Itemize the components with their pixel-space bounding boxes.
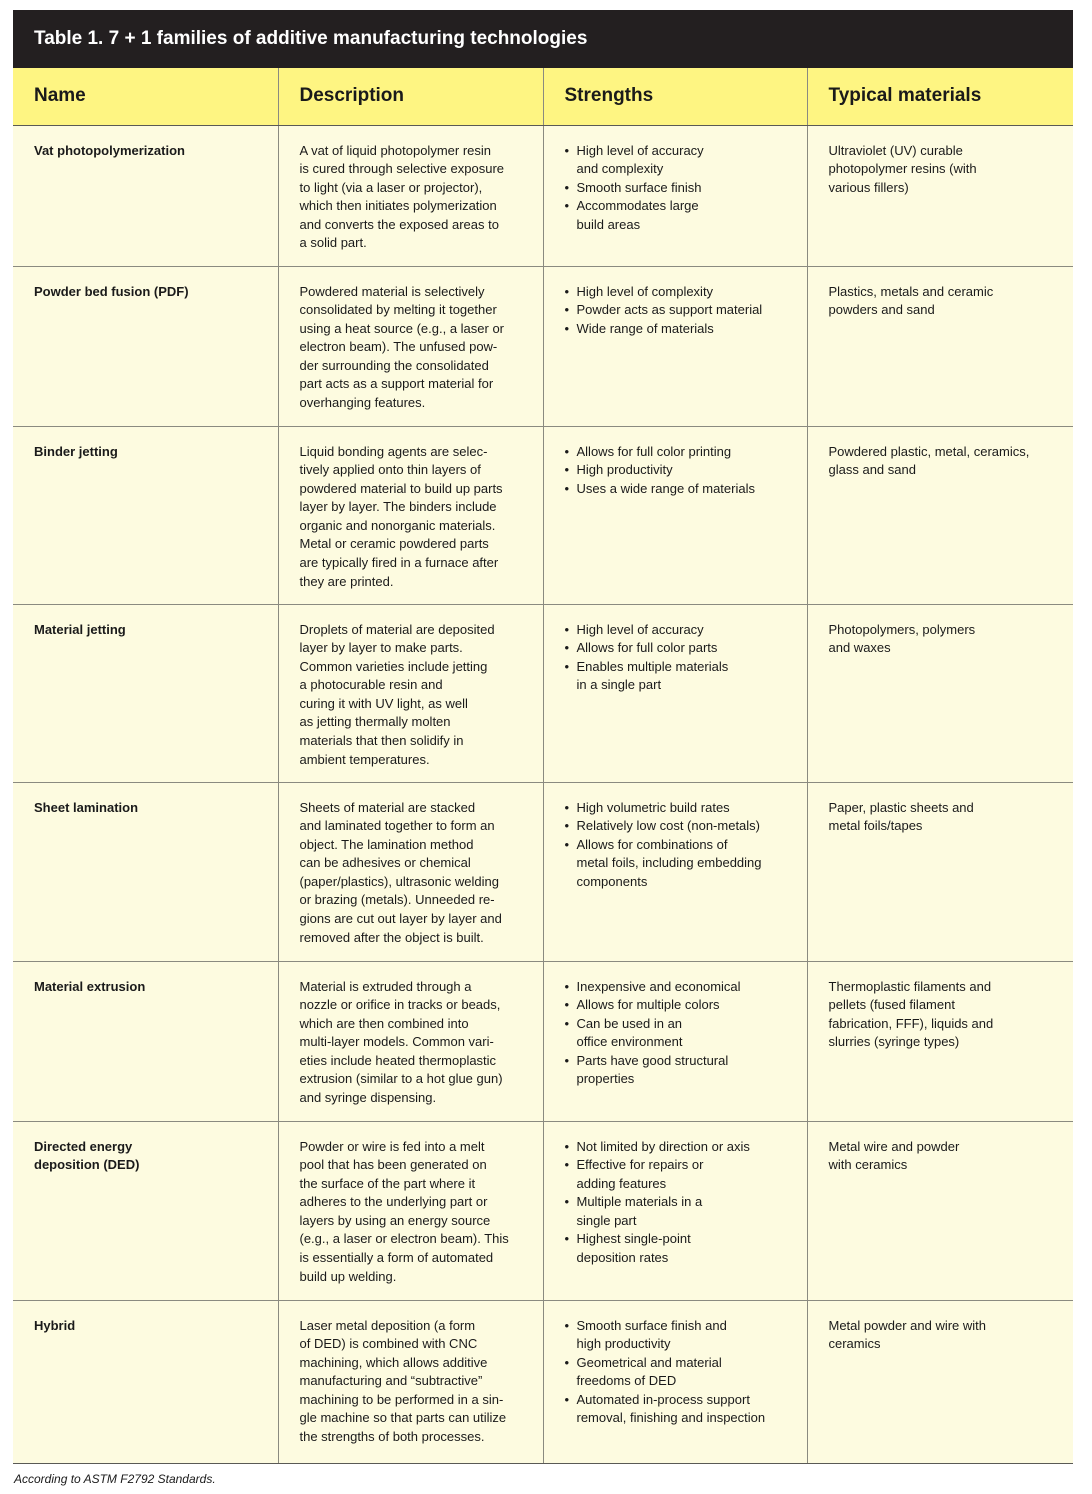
table-row: [13, 125, 1073, 266]
description-line: Powder or wire is fed into a melt: [299, 1138, 485, 1154]
materials-line: Photopolymers, polymers: [828, 621, 976, 637]
cell-description: [278, 961, 543, 1121]
strength-line: • Geometrical and material: [576, 1354, 722, 1370]
name-line: Directed energy: [34, 1138, 133, 1154]
strength-item: [577, 283, 797, 302]
description-line: which are then combined into: [299, 1015, 469, 1031]
strength-item: [577, 1317, 797, 1354]
strength-item: [577, 301, 797, 320]
strengths-list: [565, 978, 797, 1090]
cell-description: [278, 604, 543, 782]
name-line: Powder bed fusion (PDF): [34, 283, 189, 299]
description-line: is essentially a form of automated: [299, 1250, 494, 1266]
cell-description: [278, 426, 543, 604]
description-line: machining to be performed in a sin-: [299, 1391, 504, 1407]
description-line: using a heat source (e.g., a laser or: [299, 320, 505, 336]
cell-strengths: [543, 961, 807, 1121]
description-line: Common varieties include jetting: [299, 658, 488, 674]
materials-line: Metal powder and wire with: [828, 1317, 987, 1333]
strength-line: • Smooth surface finish: [576, 179, 702, 195]
description-line: overhanging features.: [299, 395, 426, 411]
cell-typical-materials: [807, 426, 1073, 604]
strength-line: • Effective for repairs or: [576, 1157, 704, 1173]
strength-line: • Allows for multiple colors: [576, 997, 720, 1013]
table-row: [13, 1121, 1073, 1300]
name-line: Vat photopolymerization: [34, 142, 185, 158]
cell-name: [13, 266, 278, 426]
cell-typical-materials: [807, 266, 1073, 426]
strength-line: • High level of complexity: [576, 283, 714, 299]
strength-item: [577, 996, 797, 1015]
description-line: A vat of liquid photopolymer resin: [299, 142, 491, 158]
strength-item: [577, 461, 797, 480]
strength-line: • Wide range of materials: [576, 320, 714, 336]
name-line: Sheet lamination: [34, 799, 139, 815]
name-line: Binder jetting: [34, 443, 118, 459]
strength-item: [577, 799, 797, 818]
strength-line: • Relatively low cost (non-metals): [576, 818, 761, 834]
description-line: Laser metal deposition (a form: [299, 1317, 476, 1333]
materials-line: fabrication, FFF), liquids and: [828, 1015, 994, 1031]
header-row: [13, 68, 1073, 125]
cell-typical-materials: [807, 125, 1073, 266]
cell-name: [13, 125, 278, 266]
description-line: Sheets of material are stacked: [299, 799, 476, 815]
strength-line: in a single part: [576, 677, 662, 693]
strength-line: • Allows for combinations of: [576, 836, 728, 852]
strength-line: • Uses a wide range of materials: [576, 480, 755, 496]
header-strengths: Strengths: [543, 68, 807, 125]
description-line: is cured through selective exposure: [299, 161, 505, 177]
materials-line: metal foils/tapes: [828, 818, 923, 834]
cell-strengths: [543, 604, 807, 782]
cell-name: [13, 604, 278, 782]
materials-line: Metal wire and powder: [828, 1138, 960, 1154]
cell-name: [13, 1121, 278, 1300]
strength-item: [577, 836, 797, 892]
table-row: [13, 266, 1073, 426]
strength-item: [577, 320, 797, 339]
materials-line: powders and sand: [828, 302, 935, 318]
strength-item: [577, 978, 797, 997]
materials-line: with ceramics: [828, 1157, 908, 1173]
materials-line: photopolymer resins (with: [828, 161, 977, 177]
description-line: ambient temperatures.: [299, 751, 430, 767]
strength-item: [577, 1230, 797, 1267]
strength-item: [577, 1354, 797, 1391]
strength-item: [577, 197, 797, 234]
strength-line: • Inexpensive and economical: [576, 978, 741, 994]
description-line: layer by layer. The binders include: [299, 499, 497, 515]
description-line: gions are cut out layer by layer and: [299, 911, 502, 927]
description-line: pool that has been generated on: [299, 1157, 487, 1173]
strength-line: • Not limited by direction or axis: [576, 1138, 750, 1154]
table-sheet: [13, 10, 1073, 1486]
strength-line: build areas: [576, 216, 641, 232]
strength-item: [577, 1193, 797, 1230]
description-line: Material is extruded through a: [299, 978, 472, 994]
cell-strengths: [543, 782, 807, 961]
strength-line: office environment: [576, 1034, 683, 1050]
description-line: object. The lamination method: [299, 836, 474, 852]
materials-line: slurries (syringe types): [828, 1034, 960, 1050]
strength-line: metal foils, including embedding: [576, 855, 762, 871]
strength-item: [577, 1138, 797, 1157]
description-line: as jetting thermally molten: [299, 714, 451, 730]
description-line: and syringe dispensing.: [299, 1090, 437, 1106]
strength-item: [577, 1391, 797, 1428]
table-row: [13, 782, 1073, 961]
materials-line: ceramics: [828, 1336, 881, 1352]
strength-line: • High level of accuracy: [576, 142, 704, 158]
strength-line: • High volumetric build rates: [576, 799, 730, 815]
name-line: Material jetting: [34, 621, 126, 637]
cell-typical-materials: [807, 961, 1073, 1121]
strengths-list: [565, 283, 797, 339]
description-line: tively applied onto thin layers of: [299, 462, 481, 478]
description-line: Powdered material is selectively: [299, 283, 485, 299]
description-line: removed after the object is built.: [299, 929, 484, 945]
description-line: a solid part.: [299, 235, 367, 251]
strength-line: • Allows for full color printing: [576, 443, 732, 459]
description-line: the strengths of both processes.: [299, 1429, 485, 1445]
materials-line: Powdered plastic, metal, ceramics,: [828, 443, 1030, 459]
strength-line: components: [576, 873, 648, 889]
description-line: are typically fired in a furnace after: [299, 555, 499, 571]
cell-typical-materials: [807, 782, 1073, 961]
cell-typical-materials: [807, 1300, 1073, 1463]
description-line: a photocurable resin and: [299, 677, 443, 693]
footnote: According to ASTM F2792 Standards.: [14, 1471, 216, 1486]
description-line: nozzle or orifice in tracks or beads,: [299, 997, 501, 1013]
name-line: Material extrusion: [34, 978, 146, 994]
description-line: adheres to the underlying part or: [299, 1194, 488, 1210]
strengths-list: [565, 142, 797, 235]
materials-line: Plastics, metals and ceramic: [828, 283, 994, 299]
strengths-list: [565, 1317, 797, 1429]
strength-line: • Can be used in an: [576, 1015, 683, 1031]
description-line: organic and nonorganic materials.: [299, 517, 496, 533]
description-line: which then initiates polymerization: [299, 198, 497, 214]
strength-item: [577, 658, 797, 695]
cell-strengths: [543, 125, 807, 266]
description-line: manufacturing and “subtractive”: [299, 1373, 483, 1389]
strength-item: [577, 1052, 797, 1089]
description-line: can be adhesives or chemical: [299, 855, 471, 871]
cell-name: [13, 782, 278, 961]
description-line: layer by layer to make parts.: [299, 640, 463, 656]
description-line: powdered material to build up parts: [299, 480, 503, 496]
strength-line: • Powder acts as support material: [576, 302, 763, 318]
description-line: extrusion (similar to a hot glue gun): [299, 1071, 503, 1087]
strength-item: [577, 639, 797, 658]
strength-line: and complexity: [576, 161, 664, 177]
description-line: Droplets of material are deposited: [299, 621, 495, 637]
strength-line: • Automated in-process support: [576, 1391, 750, 1407]
cell-name: [13, 1300, 278, 1463]
strength-line: adding features: [576, 1175, 667, 1191]
strength-line: deposition rates: [576, 1250, 669, 1266]
description-line: they are printed.: [299, 573, 394, 589]
description-line: the surface of the part where it: [299, 1175, 476, 1191]
description-line: (e.g., a laser or electron beam). This: [299, 1231, 509, 1247]
description-line: der surrounding the consolidated: [299, 357, 489, 373]
description-line: multi-layer models. Common vari-: [299, 1034, 494, 1050]
strength-item: [577, 621, 797, 640]
strength-line: removal, finishing and inspection: [576, 1410, 766, 1426]
description-line: machining, which allows additive: [299, 1354, 488, 1370]
cell-typical-materials: [807, 1121, 1073, 1300]
strength-item: [577, 443, 797, 462]
name-line: Hybrid: [34, 1317, 76, 1333]
strength-line: • Allows for full color parts: [576, 640, 718, 656]
description-line: and laminated together to form an: [299, 818, 495, 834]
technologies-table: [13, 68, 1073, 1464]
strength-item: [577, 817, 797, 836]
description-line: and converts the exposed areas to: [299, 216, 499, 232]
strength-line: • Accommodates large: [576, 198, 699, 214]
cell-name: [13, 961, 278, 1121]
description-line: build up welding.: [299, 1268, 397, 1284]
name-line: deposition (DED): [34, 1157, 140, 1173]
header-name: Name: [13, 68, 278, 125]
table-row: [13, 426, 1073, 604]
materials-line: Thermoplastic filaments and: [828, 978, 992, 994]
description-line: (paper/plastics), ultrasonic welding: [299, 873, 499, 889]
materials-line: various fillers): [828, 179, 909, 195]
strength-line: • Multiple materials in a: [576, 1194, 703, 1210]
strength-line: • Parts have good structural: [576, 1052, 729, 1068]
strength-line: • Enables multiple materials: [576, 658, 729, 674]
strength-item: [577, 179, 797, 198]
description-line: curing it with UV light, as well: [299, 695, 468, 711]
description-line: Liquid bonding agents are selec-: [299, 443, 488, 459]
strength-item: [577, 1156, 797, 1193]
cell-description: [278, 782, 543, 961]
strength-item: [577, 142, 797, 179]
strength-item: [577, 1015, 797, 1052]
description-line: layers by using an energy source: [299, 1212, 491, 1228]
materials-line: and waxes: [828, 640, 891, 656]
description-line: electron beam). The unfused pow-: [299, 339, 498, 355]
table-title: Table 1. 7 + 1 families of additive manufacturing technologies: [13, 10, 1073, 68]
strengths-list: [565, 799, 797, 892]
cell-strengths: [543, 1121, 807, 1300]
table-row: [13, 604, 1073, 782]
materials-line: pellets (fused filament: [828, 997, 955, 1013]
strength-line: • High productivity: [576, 462, 673, 478]
description-line: or brazing (metals). Unneeded re-: [299, 892, 495, 908]
strengths-list: [565, 1138, 797, 1268]
cell-strengths: [543, 266, 807, 426]
cell-typical-materials: [807, 604, 1073, 782]
strength-line: • Smooth surface finish and: [576, 1317, 727, 1333]
header-typical-materials: Typical materials: [807, 68, 1073, 125]
table-row: [13, 1300, 1073, 1463]
cell-description: [278, 266, 543, 426]
description-line: materials that then solidify in: [299, 733, 464, 749]
header-description: Description: [278, 68, 543, 125]
cell-strengths: [543, 1300, 807, 1463]
cell-name: [13, 426, 278, 604]
strength-line: single part: [576, 1212, 637, 1228]
strength-line: properties: [576, 1071, 635, 1087]
strength-line: • Highest single-point: [576, 1231, 691, 1247]
table-row: [13, 961, 1073, 1121]
description-line: to light (via a laser or projector),: [299, 179, 483, 195]
materials-line: glass and sand: [828, 462, 916, 478]
strengths-list: [565, 621, 797, 695]
description-line: part acts as a support material for: [299, 376, 494, 392]
description-line: consolidated by melting it together: [299, 302, 497, 318]
description-line: eties include heated thermoplastic: [299, 1052, 497, 1068]
description-line: gle machine so that parts can utilize: [299, 1410, 507, 1426]
strength-item: [577, 480, 797, 499]
table-body: [13, 125, 1073, 1463]
cell-description: [278, 1300, 543, 1463]
strength-line: • High level of accuracy: [576, 621, 704, 637]
strengths-list: [565, 443, 797, 499]
strength-line: freedoms of DED: [576, 1373, 677, 1389]
cell-description: [278, 125, 543, 266]
cell-strengths: [543, 426, 807, 604]
description-line: Metal or ceramic powdered parts: [299, 536, 489, 552]
description-line: of DED) is combined with CNC: [299, 1336, 478, 1352]
materials-line: Ultraviolet (UV) curable: [828, 142, 963, 158]
cell-description: [278, 1121, 543, 1300]
strength-line: high productivity: [576, 1336, 671, 1352]
materials-line: Paper, plastic sheets and: [828, 799, 974, 815]
